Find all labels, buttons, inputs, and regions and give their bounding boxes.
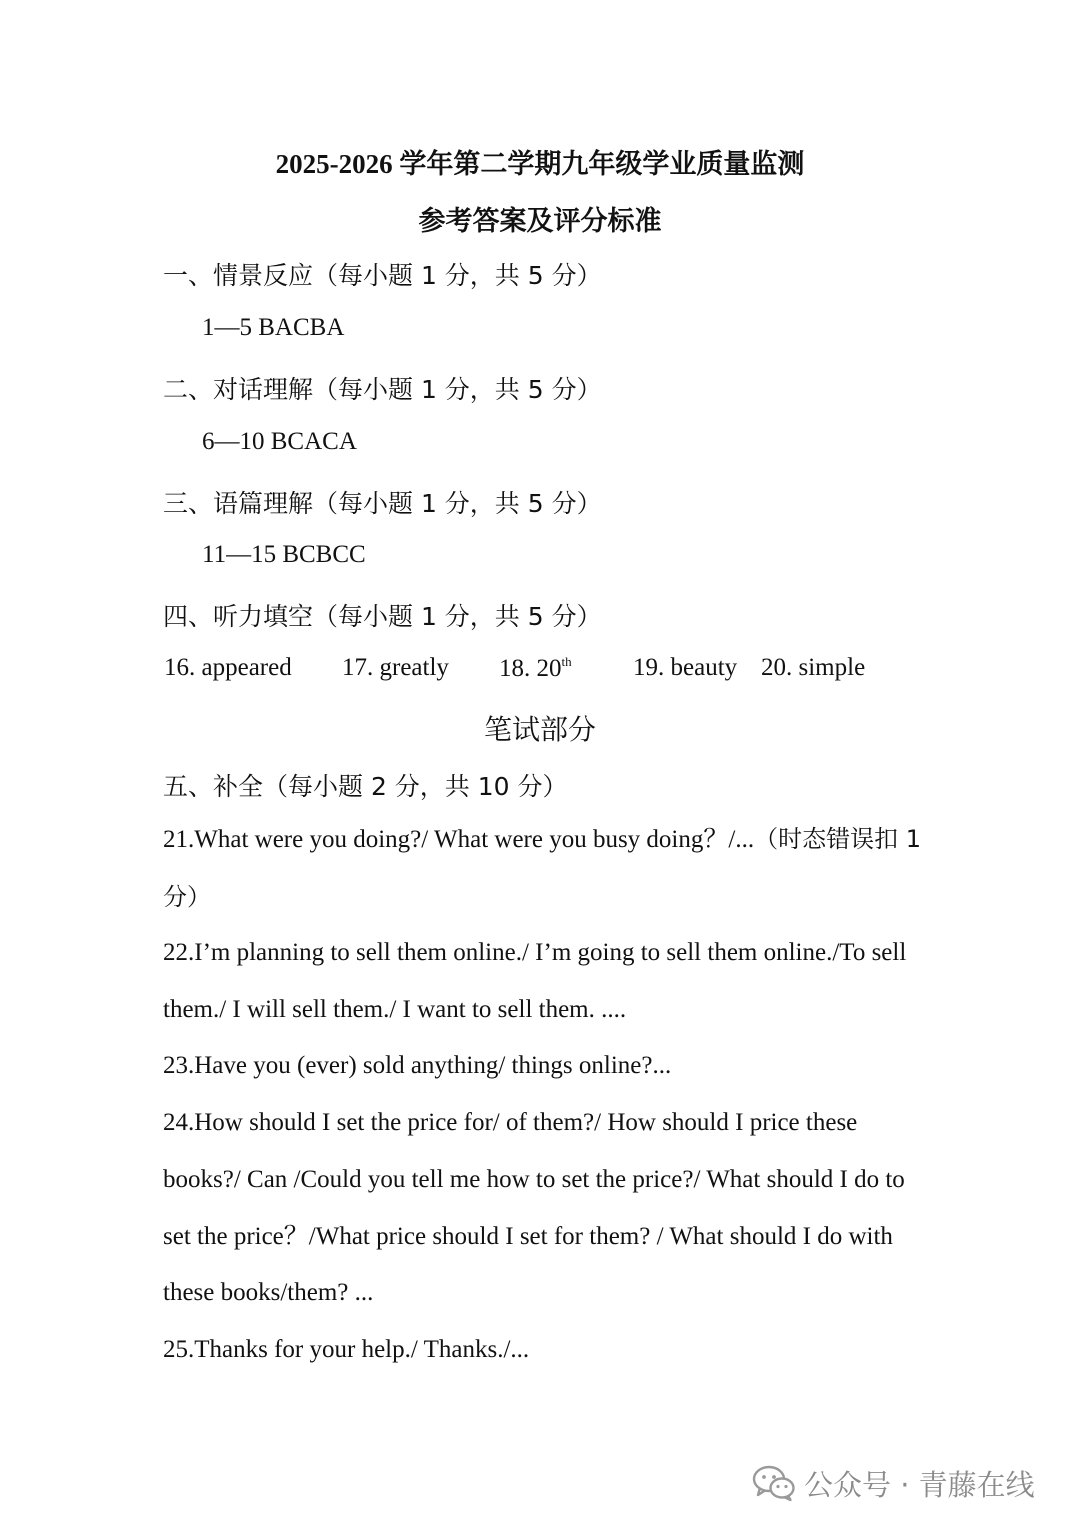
watermark-text: 公众号 · 青藤在线 <box>804 1467 1035 1502</box>
section-5-heading: 五、补全（每小题 2 分，共 10 分） <box>163 772 568 801</box>
section-1-heading: 一、情景反应（每小题 1 分，共 5 分） <box>163 261 602 290</box>
wechat-icon <box>752 1464 796 1502</box>
answer-21 <box>163 811 923 927</box>
fill-answer-16: 16. appeared <box>164 654 292 681</box>
document-title: 2025-2026 学年第二学期九年级学业质量监测 <box>275 149 805 179</box>
fill-answer-18 <box>499 654 572 683</box>
fill-answer-18-text: 18. 20 <box>499 655 562 682</box>
document-subtitle: 参考答案及评分标准 <box>418 206 662 236</box>
watermark <box>752 1460 1035 1506</box>
section-3-answer: 11—15 BCBCC <box>202 541 366 568</box>
fill-answer-20: 20. simple <box>761 654 866 681</box>
section-1-answer: 1—5 BACBA <box>202 314 345 341</box>
answer-24: 24.How should I set the price for/ of them?/ How should I price these books?/ Can /Could you tell me how to set the price?/ What should I do to set the price？/What price should I set for them? / What should I do with these books/them? ... <box>163 1109 905 1307</box>
section-4-heading: 四、听力填空（每小题 1 分，共 5 分） <box>163 602 602 631</box>
fill-answer-17: 17. greatly <box>342 654 449 681</box>
written-part-heading: 笔试部分 <box>483 713 596 746</box>
answer-21-note: （时态错误扣 1 分） <box>163 825 921 911</box>
section-2-heading: 二、对话理解（每小题 1 分，共 5 分） <box>163 375 602 404</box>
section-3-heading: 三、语篇理解（每小题 1 分，共 5 分） <box>163 489 602 518</box>
answer-23: 23.Have you (ever) sold anything/ things online?... <box>163 1052 672 1079</box>
answer-21-text: 21.What were you doing?/ What were you busy doing？/... <box>163 826 755 853</box>
answer-25: 25.Thanks for your help./ Thanks./... <box>163 1336 530 1363</box>
section-2-answer: 6—10 BCACA <box>202 428 357 455</box>
answer-22: 22.I’m planning to sell them online./ I’m going to sell them online./To sell them./ I will sell them./ I want to sell them. .... <box>163 939 907 1023</box>
fill-answer-19: 19. beauty <box>633 654 738 681</box>
fill-answer-18-sup: th <box>561 654 572 669</box>
